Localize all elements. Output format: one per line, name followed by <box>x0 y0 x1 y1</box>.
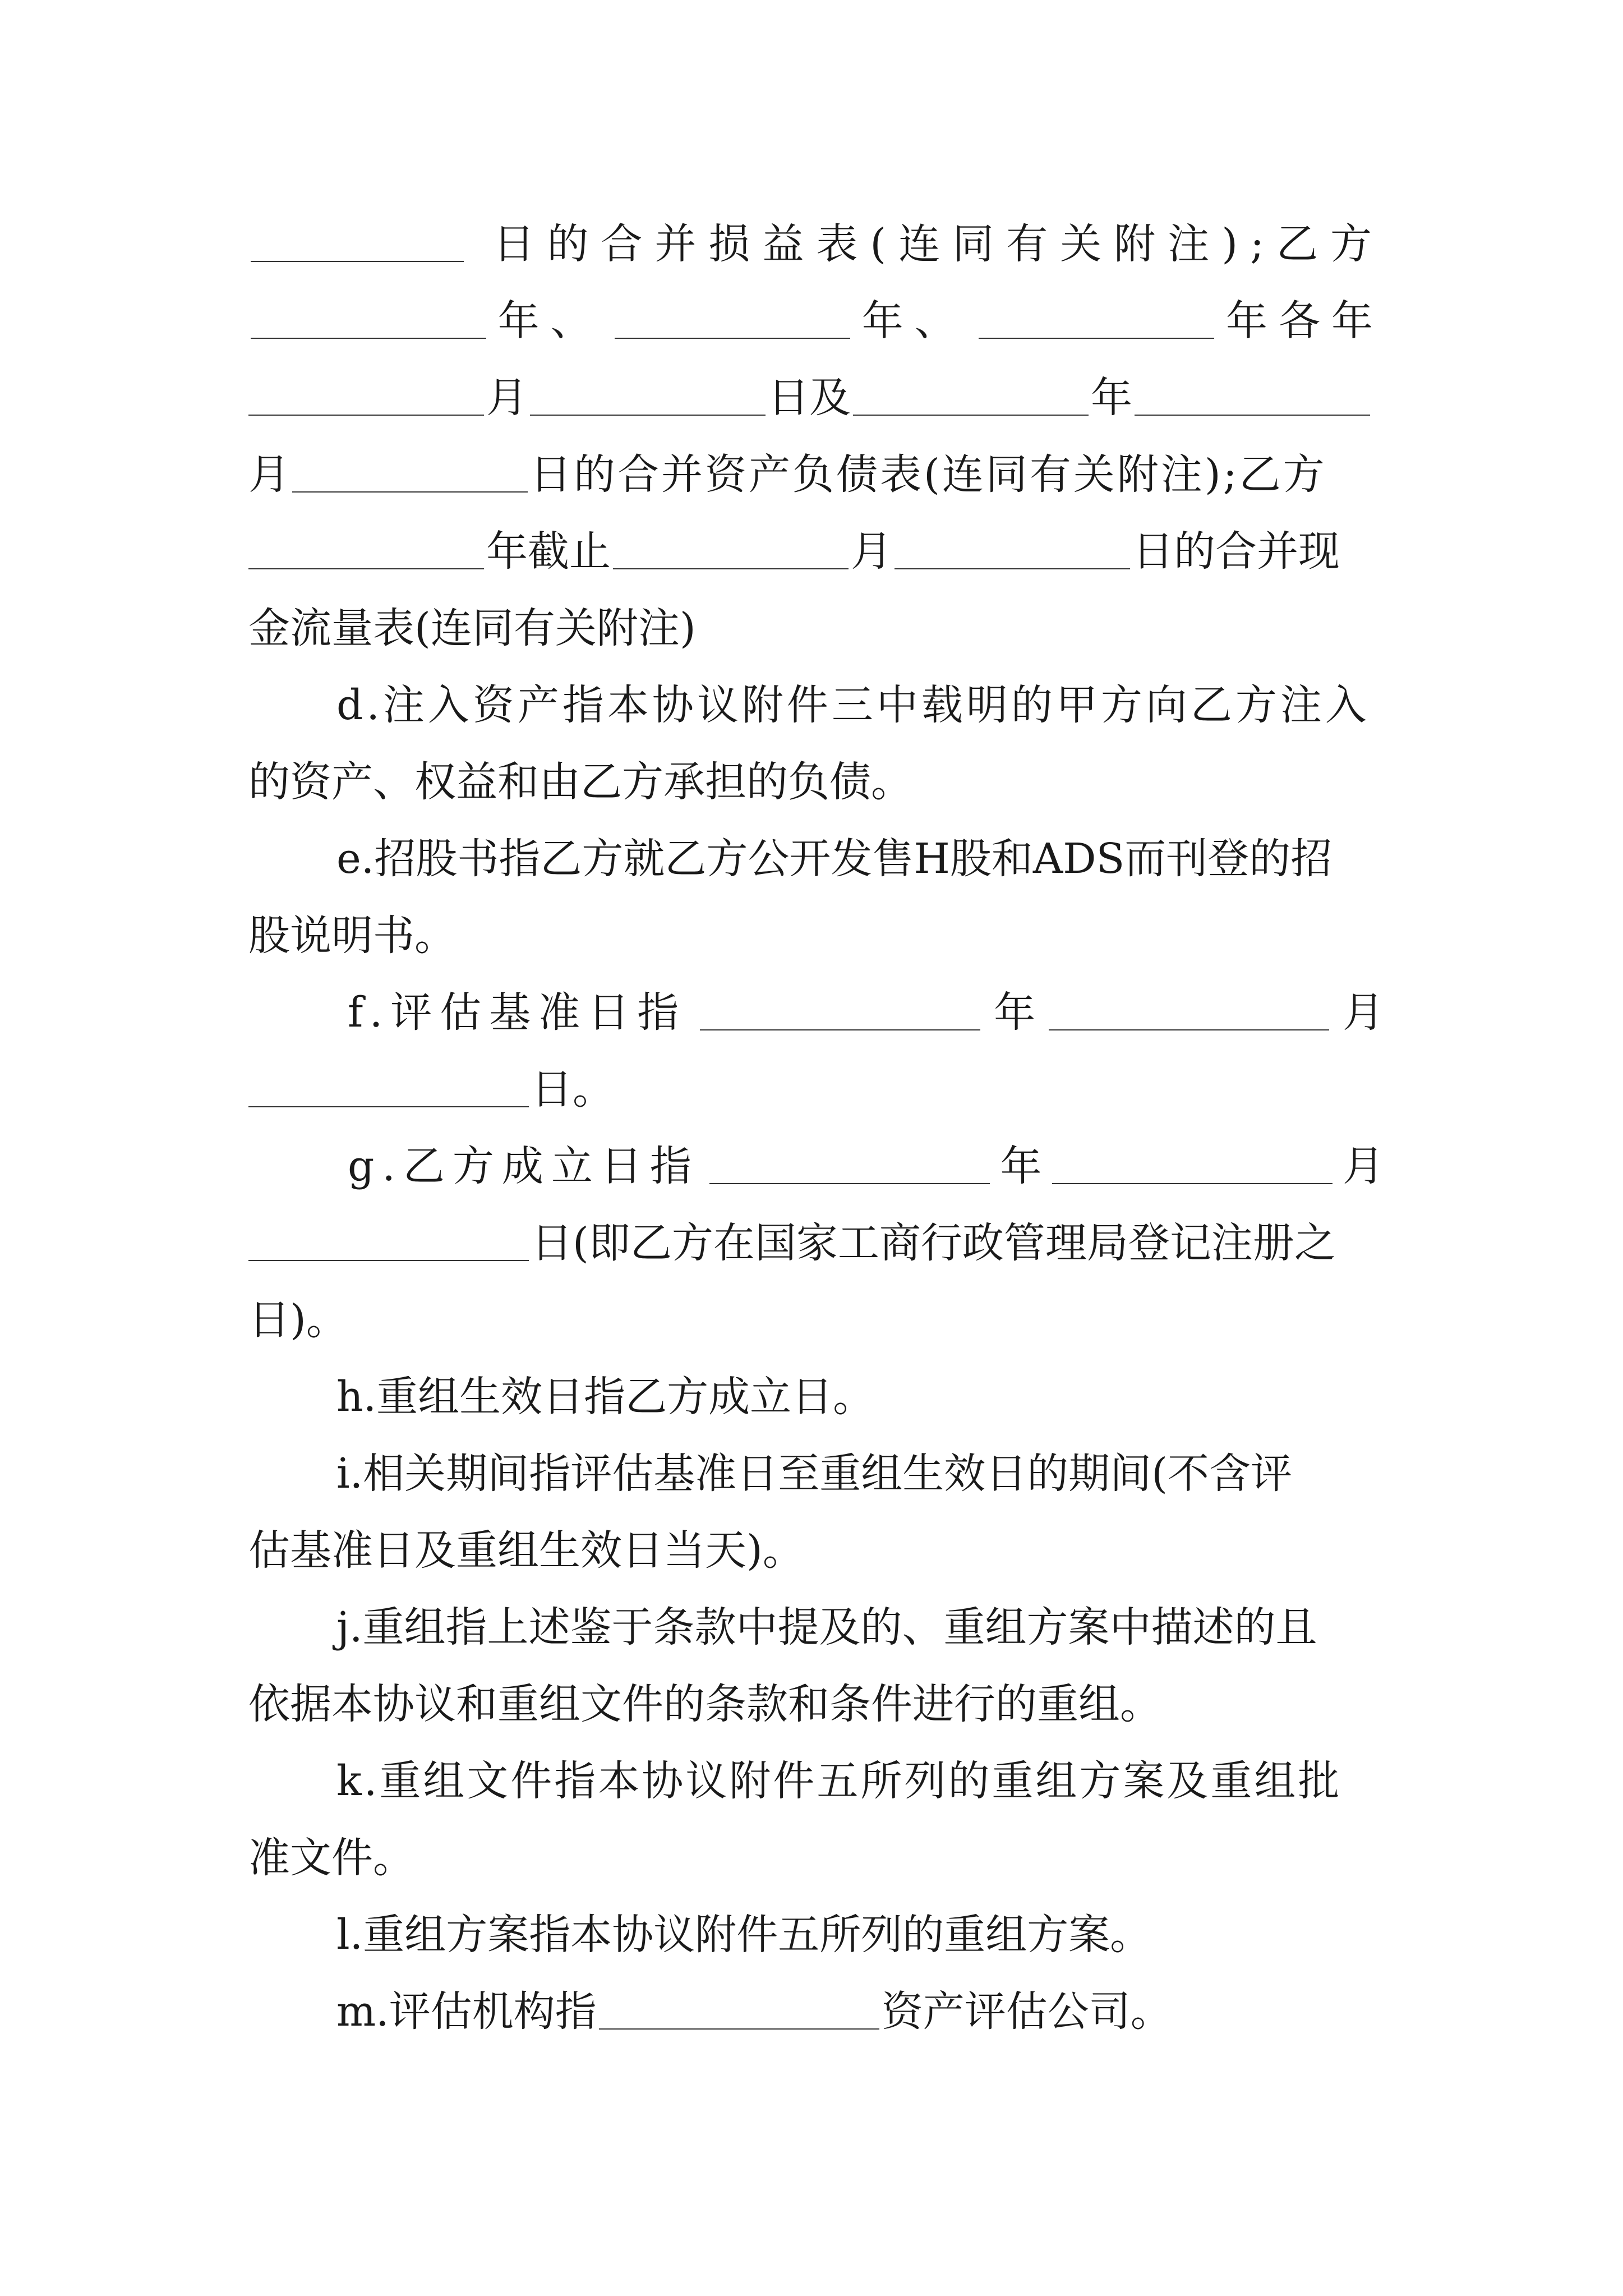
text-segment: h.重组生效日指乙方成立日。 <box>336 1373 875 1421</box>
fill-blank[interactable] <box>853 380 1089 416</box>
text-segment: 股说明书。 <box>248 912 456 960</box>
text-line <box>248 1671 1384 1738</box>
text-line <box>336 1978 1384 2045</box>
text-line <box>336 1440 1384 1507</box>
text-line <box>248 287 1384 355</box>
text-line <box>248 1056 1384 1123</box>
text-line <box>248 518 1384 585</box>
text-line <box>248 595 1384 662</box>
text-segment: 日及 <box>768 374 851 422</box>
text-segment: g.乙方成立日指 <box>348 1142 699 1190</box>
fill-blank[interactable] <box>1049 995 1329 1030</box>
text-segment: 依据本协议和重组文件的条款和条件进行的重组。 <box>248 1680 1161 1728</box>
text-segment: 资产评估公司。 <box>881 1987 1172 2036</box>
fill-blank[interactable] <box>895 533 1130 569</box>
text-line <box>248 1209 1384 1277</box>
text-line <box>336 1363 1384 1430</box>
text-segment: 年 <box>1000 1142 1042 1190</box>
text-line <box>248 902 1384 969</box>
fill-blank[interactable] <box>251 226 464 262</box>
text-segment: m.评估机构指 <box>336 1987 597 2036</box>
fill-blank[interactable] <box>700 995 980 1030</box>
text-segment: 年 <box>994 988 1036 1037</box>
fill-blank[interactable] <box>1052 1148 1332 1184</box>
text-line <box>248 364 1384 431</box>
fill-blank[interactable] <box>599 1994 879 2030</box>
text-segment: 准文件。 <box>248 1834 414 1882</box>
fill-blank[interactable] <box>615 303 850 339</box>
text-segment: 年 <box>1091 374 1132 422</box>
text-segment: 日(即乙方在国家工商行政管理局登记注册之 <box>531 1219 1336 1267</box>
text-segment: l.重组方案指本协议附件五所列的重组方案。 <box>336 1911 1152 1959</box>
text-line <box>336 671 1384 739</box>
text-segment: 日。 <box>531 1065 614 1114</box>
text-segment: 金流量表(连同有关附注) <box>248 604 696 652</box>
text-line <box>348 979 1384 1046</box>
text-segment: 日的合并现 <box>1132 527 1340 576</box>
text-segment: 日的合并损益表(连同有关附注);乙方 <box>493 220 1384 268</box>
text-line <box>248 748 1384 816</box>
text-line <box>336 1594 1384 1661</box>
text-line <box>336 1901 1384 1968</box>
text-segment: 月 <box>486 374 528 422</box>
fill-blank[interactable] <box>709 1148 990 1184</box>
text-segment: 估基准日及重组生效日当天)。 <box>248 1526 804 1575</box>
fill-blank[interactable] <box>292 457 528 493</box>
fill-blank[interactable] <box>1135 380 1370 416</box>
text-segment: 月 <box>1342 988 1384 1037</box>
fill-blank[interactable] <box>530 380 766 416</box>
text-line <box>248 1517 1384 1584</box>
text-segment: 月 <box>248 450 290 499</box>
text-segment: i.相关期间指评估基准日至重组生效日的期间(不含评 <box>336 1450 1293 1498</box>
text-segment: 日)。 <box>248 1296 348 1344</box>
text-segment: 的资产、权益和由乙方承担的负债。 <box>248 758 912 806</box>
text-line <box>248 441 1384 508</box>
text-line <box>248 1286 1384 1354</box>
text-segment: 日的合并资产负债表(连同有关附注);乙方 <box>530 450 1327 499</box>
text-segment: 年、 <box>497 297 603 345</box>
fill-blank[interactable] <box>251 303 486 339</box>
text-segment: 年截止 <box>486 527 611 576</box>
text-segment: 年各年 <box>1225 297 1384 345</box>
fill-blank[interactable] <box>613 533 849 569</box>
text-segment: d.注入资产指本协议附件三中载明的甲方向乙方注入 <box>336 681 1370 729</box>
text-line <box>348 1133 1384 1200</box>
text-segment: e.招股书指乙方就乙方公开发售H股和ADS而刊登的招 <box>336 835 1332 883</box>
text-segment: 月 <box>851 527 892 576</box>
fill-blank[interactable] <box>248 380 484 416</box>
text-line <box>248 1824 1384 1892</box>
text-segment: 月 <box>1342 1142 1384 1190</box>
text-segment: f.评估基准日指 <box>348 988 687 1037</box>
fill-blank[interactable] <box>248 533 484 569</box>
text-segment: j.重组指上述鉴于条款中提及的、重组方案中描述的且 <box>336 1603 1317 1651</box>
fill-blank[interactable] <box>248 1071 529 1107</box>
text-line <box>336 1747 1384 1815</box>
text-line <box>248 210 1384 278</box>
text-segment: k.重组文件指本协议附件五所列的重组方案及重组批 <box>336 1757 1342 1805</box>
text-segment: 年、 <box>861 297 967 345</box>
fill-blank[interactable] <box>248 1225 529 1261</box>
fill-blank[interactable] <box>979 303 1214 339</box>
text-line <box>336 825 1384 892</box>
